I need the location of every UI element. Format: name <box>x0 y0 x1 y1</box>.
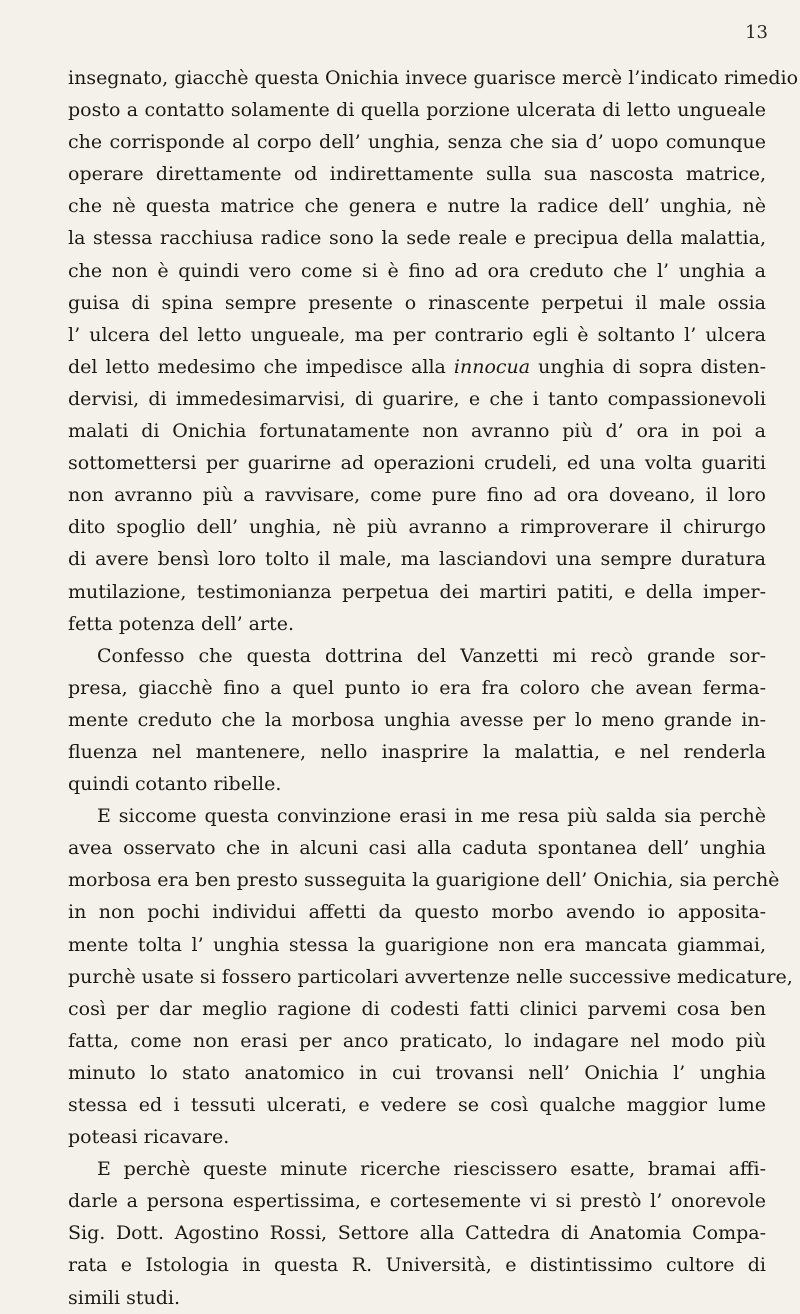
text-line: la stessa racchiusa radice sono la sede reale e precipua della malattia, <box>68 227 766 250</box>
text-line <box>68 351 766 383</box>
paragraph <box>68 640 766 800</box>
text-line: morbosa era ben presto susseguita la guarigione dell’ Onichia, sia perchè <box>68 869 780 892</box>
text-line: così per dar meglio ragione di codesti fatti clinici parvemi cosa ben <box>68 997 766 1020</box>
text-line: malati di Onichia fortunatamente non avranno più d’ ora in poi a <box>68 420 766 443</box>
text-line: l’ ulcera del letto ungueale, ma per contrario egli è soltanto l’ ulcera <box>68 323 766 346</box>
text-line: di avere bensì loro tolto il male, ma lasciandovi una sempre duratura <box>68 548 766 571</box>
text-line: insegnato, giacchè questa Onichia invece guarisce mercè l’indicato rimedio <box>68 67 799 89</box>
text-line: stessa ed i tessuti ulcerati, e vedere se così qualche maggior lume <box>68 1094 766 1116</box>
paragraph <box>68 800 793 1153</box>
text-line: darle a persona espertissima, e cortesemente vi si prestò l’ onorevole <box>68 1190 766 1213</box>
text-line: simili studi. <box>68 1286 181 1309</box>
text-line: quindi cotanto ribelle. <box>68 773 282 796</box>
text-line: in non pochi individui affetti da questo morbo avendo io apposita- <box>68 901 766 924</box>
text-line: posto a contatto solamente di quella porzione ulcerata di letto ungueale <box>68 99 766 122</box>
text-line: sottomettersi per guarirne ad operazioni crudeli, ed una volta guariti <box>68 452 766 475</box>
text-line: presa, giacchè fino a quel punto io era fra coloro che avean ferma- <box>68 676 766 699</box>
text-line: dervisi, di immedesimarvisi, di guarire, e che i tanto compassionevoli <box>68 387 766 410</box>
text-line: dito spoglio dell’ unghia, nè più avranno a rimproverare il chirurgo <box>68 516 766 539</box>
text-line: Sig. Dott. Agostino Rossi, Settore alla Cattedra di Anatomia Compa- <box>68 1222 766 1245</box>
paragraph <box>68 1153 766 1313</box>
text-line: fluenza nel mantenere, nello inasprire la malattia, e nel renderla <box>68 740 766 763</box>
text-line: guisa di spina sempre presente o rinascente perpetui il male ossia <box>68 291 766 314</box>
text-segment: del letto medesimo che impedisce alla <box>68 355 454 378</box>
text-line: mente tolta l’ unghia stessa la guarigione non era mancata giammai, <box>68 933 766 956</box>
text-segment: unghia di sopra disten- <box>530 355 766 378</box>
italic-word: innocua <box>453 355 531 378</box>
text-line: E siccome questa convinzione erasi in me resa più salda sia perchè <box>97 805 766 828</box>
text-line: fetta potenza dell’ arte. <box>68 612 294 635</box>
text-line: che nè questa matrice che genera e nutre la radice dell’ unghia, nè <box>68 195 766 218</box>
text-line: rata e Istologia in questa R. Università, e distintissimo cultore di <box>68 1254 766 1277</box>
body-text <box>68 62 799 1314</box>
text-line: poteasi ricavare. <box>68 1126 230 1149</box>
text-line: che non è quindi vero come si è fino ad ora creduto che l’ unghia a <box>68 259 766 282</box>
text-line: fatta, come non erasi per anco praticato, lo indagare nel modo più <box>68 1029 766 1052</box>
text-line: Confesso che questa dottrina del Vanzetti mi recò grande sor- <box>97 644 766 667</box>
text-line: mutilazione, testimonianza perpetua dei martiri patiti, e della imper- <box>68 580 766 603</box>
text-line: mente creduto che la morbosa unghia avesse per lo meno grande in- <box>68 708 766 731</box>
page-number: 13 <box>745 22 768 43</box>
text-line: avea osservato che in alcuni casi alla caduta spontanea dell’ unghia <box>68 837 766 860</box>
text-line: minuto lo stato anatomico in cui trovansi nell’ Onichia l’ unghia <box>68 1061 766 1084</box>
text-line: purchè usate si fossero particolari avvertenze nelle successive medicature, <box>68 965 793 988</box>
paragraph <box>68 62 799 640</box>
text-line: che corrisponde al corpo dell’ unghia, senza che sia d’ uopo comunque <box>68 131 766 154</box>
text-line: E perchè queste minute ricerche riescissero esatte, bramai affi- <box>97 1158 766 1181</box>
text-line: non avranno più a ravvisare, come pure fino ad ora doveano, il loro <box>68 484 766 507</box>
text-line: operare direttamente od indirettamente sulla sua nascosta matrice, <box>68 163 766 186</box>
